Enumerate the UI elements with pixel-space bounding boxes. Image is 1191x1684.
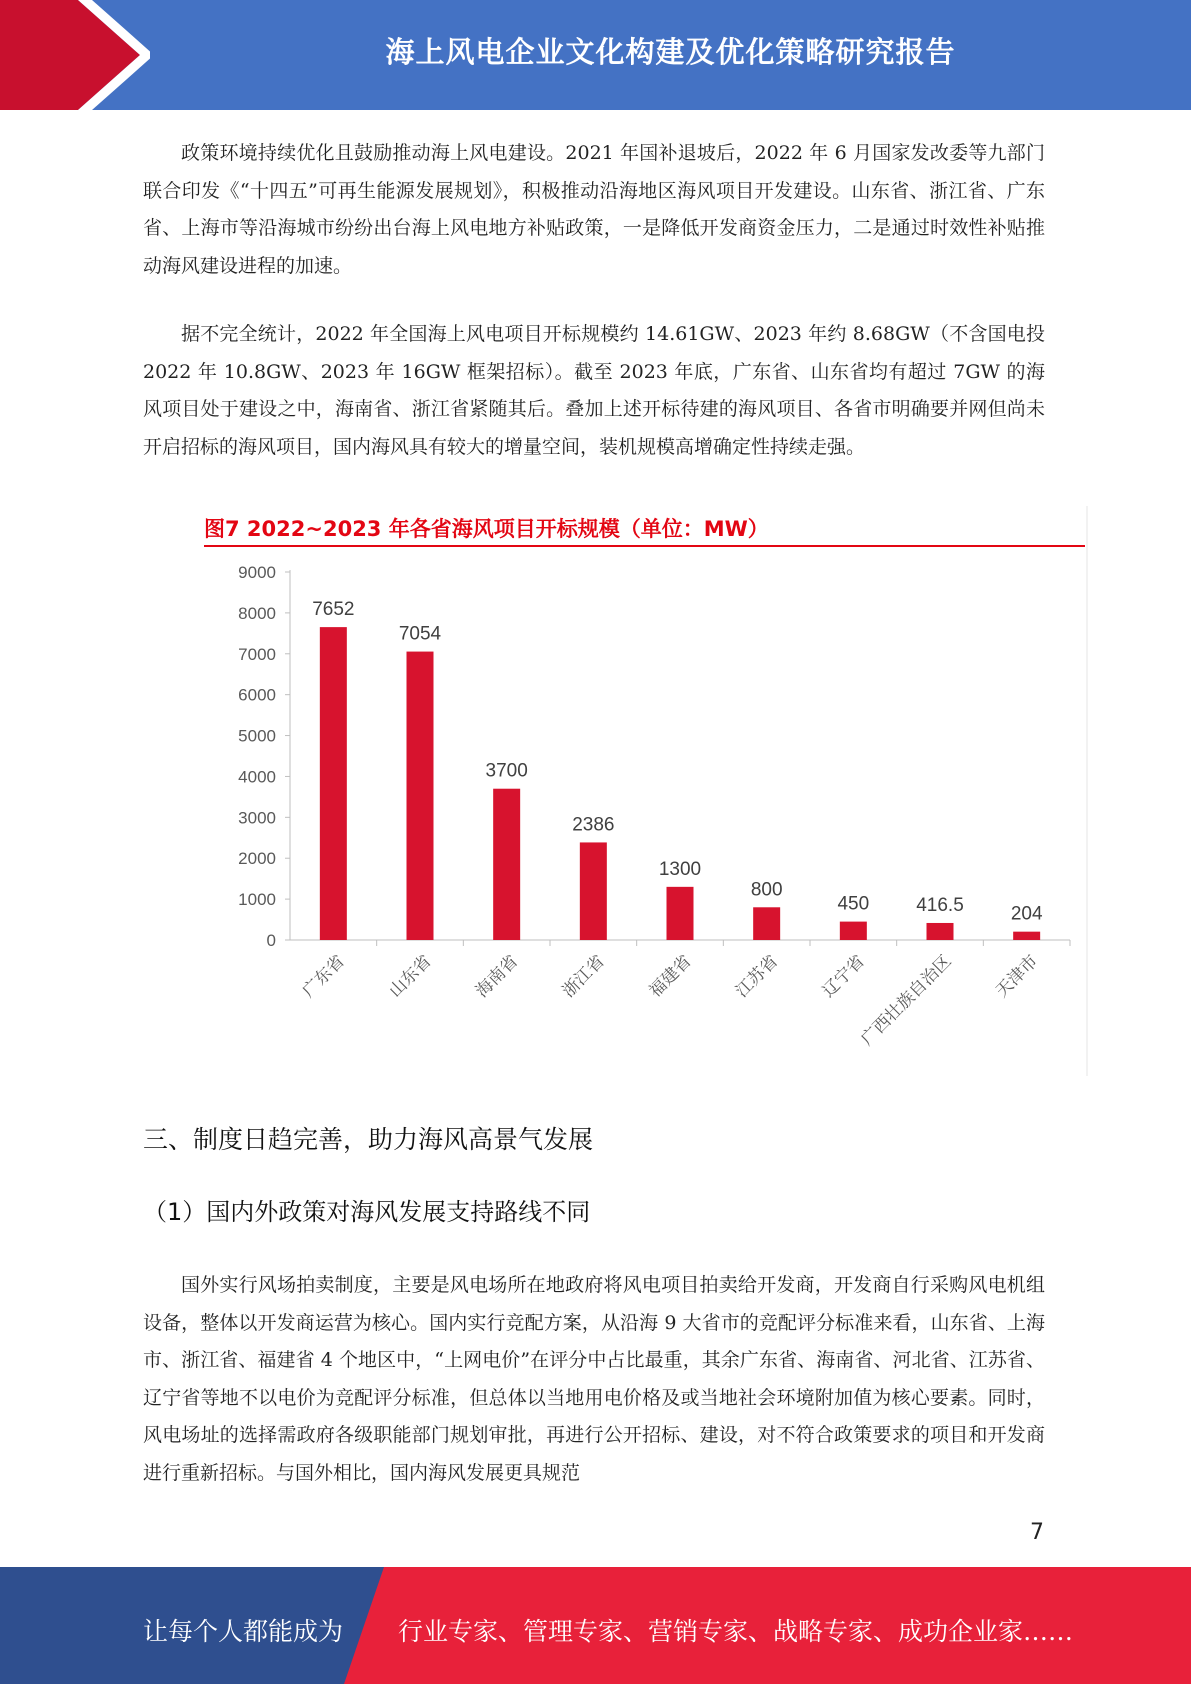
y-tick-label: 6000 — [238, 685, 276, 705]
bar-chart — [190, 502, 1090, 1082]
section-heading: 三、制度日趋完善，助力海风高景气发展 — [143, 1125, 594, 1154]
bar-value-label: 3700 — [485, 760, 528, 782]
bar-value-label: 416.5 — [916, 894, 964, 916]
bar-value-label: 7054 — [398, 623, 442, 645]
bar-value-label: 204 — [1010, 903, 1043, 925]
chart-title: 图7 2022~2023 年各省海风项目开标规模（单位：MW） — [204, 517, 769, 541]
bar-9 — [1013, 932, 1040, 940]
footer-slogan-right: 行业专家、管理专家、营销专家、战略专家、成功企业家…… — [398, 1617, 1074, 1646]
chart-plot-area — [238, 563, 1070, 1050]
report-title: 海上风电企业文化构建及优化策略研究报告 — [385, 34, 956, 69]
y-tick-label: 8000 — [238, 603, 276, 623]
y-tick-label: 2000 — [238, 849, 276, 869]
x-category-label: 广西壮族自治区 — [857, 951, 956, 1050]
bar-6 — [753, 907, 780, 940]
bar-value-label: 1300 — [658, 858, 702, 880]
bar-value-label: 450 — [837, 893, 870, 915]
bar-value-label: 800 — [750, 879, 783, 901]
y-tick-label: 9000 — [238, 563, 276, 582]
y-tick-label: 5000 — [238, 726, 276, 746]
x-category-label: 海南省 — [471, 951, 523, 1002]
bar-4 — [580, 842, 607, 940]
header-arrow-decoration — [0, 0, 150, 110]
bar-5 — [667, 887, 694, 940]
x-category-label: 浙江省 — [558, 951, 609, 1002]
y-tick-label: 0 — [266, 931, 276, 950]
bar-value-label: 7652 — [312, 599, 355, 621]
x-category-label: 福建省 — [645, 951, 696, 1002]
y-tick-label: 4000 — [238, 767, 276, 787]
y-tick-label: 3000 — [238, 808, 276, 828]
chart-svg — [190, 502, 1090, 1082]
page-header — [0, 0, 1191, 110]
bar-2 — [407, 652, 434, 940]
x-category-label: 天津市 — [991, 951, 1043, 1002]
bar-8 — [927, 923, 954, 940]
bar-3 — [493, 789, 520, 940]
bar-7 — [840, 922, 867, 940]
x-category-label: 山东省 — [385, 951, 436, 1002]
paragraph-policy: 政策环境持续优化且鼓励推动海上风电建设。2021 年国补退坡后，2022 年 6 月国家发改委等九部门联合印发《“十四五”可再生能源发展规划》，积极推动沿海地区海风项目开发建设。山东省、浙江省、广东省、上海市等沿海城市纷纷出台海上风电地方补贴政策，一是降低开发商资金压力，二是通过时效性补贴推动海风建设进程的加速。 — [143, 142, 1045, 277]
bar-value-label: 2386 — [572, 814, 615, 836]
paragraph-statistics: 据不完全统计，2022 年全国海上风电项目开标规模约 14.61GW、2023 年约 8.68GW（不含国电投 2022 年 10.8GW、2023 年 16GW 框架招标）。截至 2023 年底，广东省、山东省均有超过 7GW 的海风项目处于建设之中，海南省、浙江省紧随其后。叠加上述开标待建的海风项目、各省市明确要并网但尚未开启招标的海风项目，国内海风具有较大的增量空间，装机规模高增确定性持续走强。 — [143, 323, 1045, 458]
page-number: 7 — [1030, 1520, 1044, 1545]
subsection-heading: （1）国内外政策对海风发展支持路线不同 — [143, 1198, 591, 1226]
x-category-label: 广东省 — [298, 951, 349, 1002]
y-tick-label: 7000 — [238, 644, 276, 664]
y-tick-label: 1000 — [238, 890, 276, 910]
x-category-label: 江苏省 — [731, 951, 783, 1002]
bar-1 — [320, 627, 347, 940]
footer-slogan-left: 让每个人都能成为 — [143, 1617, 344, 1646]
x-category-label: 辽宁省 — [818, 951, 869, 1002]
paragraph-international: 国外实行风场拍卖制度，主要是风电场所在地政府将风电项目拍卖给开发商，开发商自行采购风电机组设备，整体以开发商运营为核心。国内实行竞配方案，从沿海 9 大省市的竞配评分标准来看，山东省、上海市、浙江省、福建省 4 个地区中，“上网电价”在评分中占比最重，其余广东省、海南省、河北省、江苏省、辽宁省等地不以电价为竞配评分标准，但总体以当地用电价格及或当地社会环境附加值为核心要素。同时，风电场址的选择需政府各级职能部门规划审批，再进行公开招标、建设，对不符合政策要求的项目和开发商进行重新招标。与国外相比，国内海风发展更具规范 — [143, 1274, 1045, 1484]
